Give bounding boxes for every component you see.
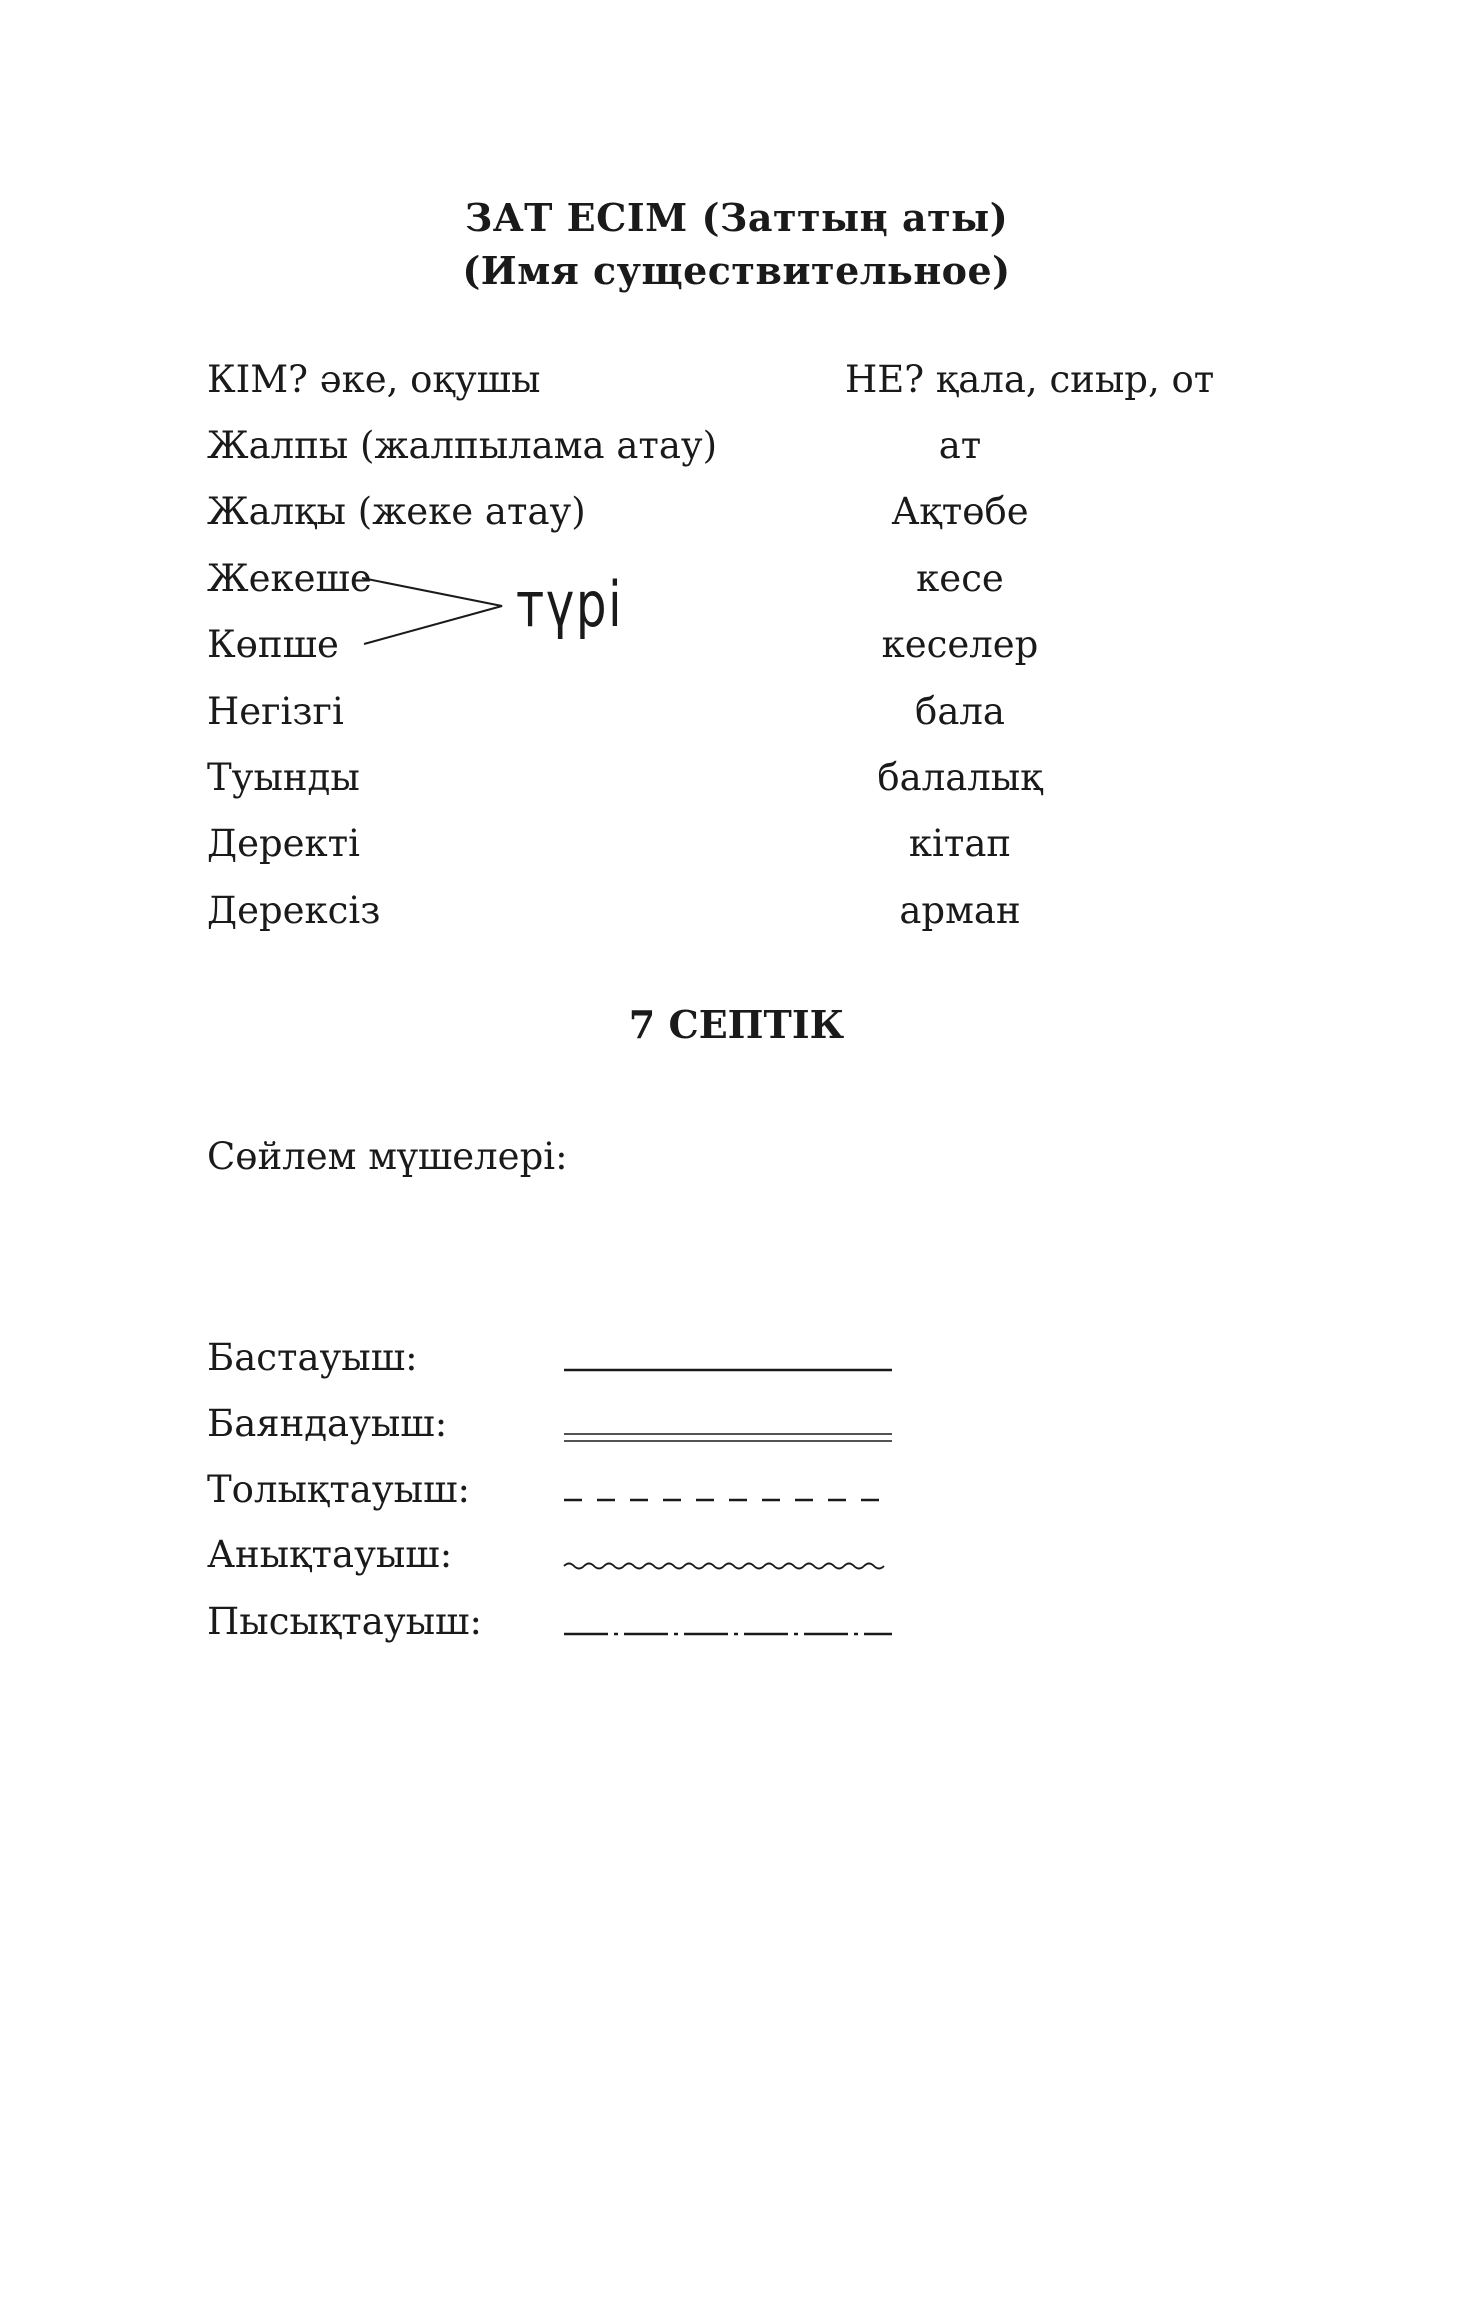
member-predicate: Баяндауыш: <box>207 1402 448 1445</box>
noun-left-4: Жекеше <box>207 557 372 600</box>
section-title: 7 СЕПТІК <box>628 1002 845 1047</box>
noun-left-1: КІМ? әке, оқушы <box>207 358 541 401</box>
noun-right-1: НЕ? қала, сиыр, от <box>845 358 1215 401</box>
member-adverbial: Пысықтауыш: <box>207 1600 482 1643</box>
member-attribute: Анықтауыш: <box>207 1533 453 1576</box>
dash-dot-underline-sample <box>562 1620 892 1650</box>
noun-left-5: Көпше <box>207 623 339 666</box>
noun-left-8: Деректі <box>207 822 360 865</box>
noun-left-3: Жалқы (жеке атау) <box>207 490 586 533</box>
noun-left-6: Негізгі <box>207 690 344 733</box>
single-underline-sample <box>562 1356 892 1386</box>
noun-right-4: кесе <box>916 557 1004 600</box>
dashed-underline-sample <box>562 1486 892 1516</box>
noun-left-9: Дерексіз <box>207 889 381 932</box>
noun-right-7: балалық <box>877 756 1043 799</box>
bracket-label: түрі <box>516 568 624 641</box>
noun-right-2: ат <box>938 424 982 467</box>
wavy-underline-sample <box>562 1550 892 1580</box>
member-object: Толықтауыш: <box>207 1468 470 1511</box>
member-subject: Бастауыш: <box>207 1336 418 1379</box>
double-underline-sample <box>562 1424 892 1454</box>
noun-right-9: арман <box>899 889 1021 932</box>
noun-left-7: Туынды <box>207 756 360 799</box>
noun-right-8: кітап <box>908 822 1012 865</box>
page-title: ЗАТ ЕСІМ (Заттың аты) <box>464 195 1009 240</box>
sentence-members-label: Сөйлем мүшелері: <box>207 1135 568 1178</box>
noun-right-5: кеселер <box>881 623 1039 666</box>
noun-right-3: Ақтөбе <box>891 490 1029 533</box>
noun-right-6: бала <box>915 690 1005 733</box>
noun-left-2: Жалпы (жалпылама атау) <box>207 424 718 467</box>
bracket-arrow-icon <box>360 570 510 650</box>
page-subtitle: (Имя существительное) <box>462 248 1011 293</box>
